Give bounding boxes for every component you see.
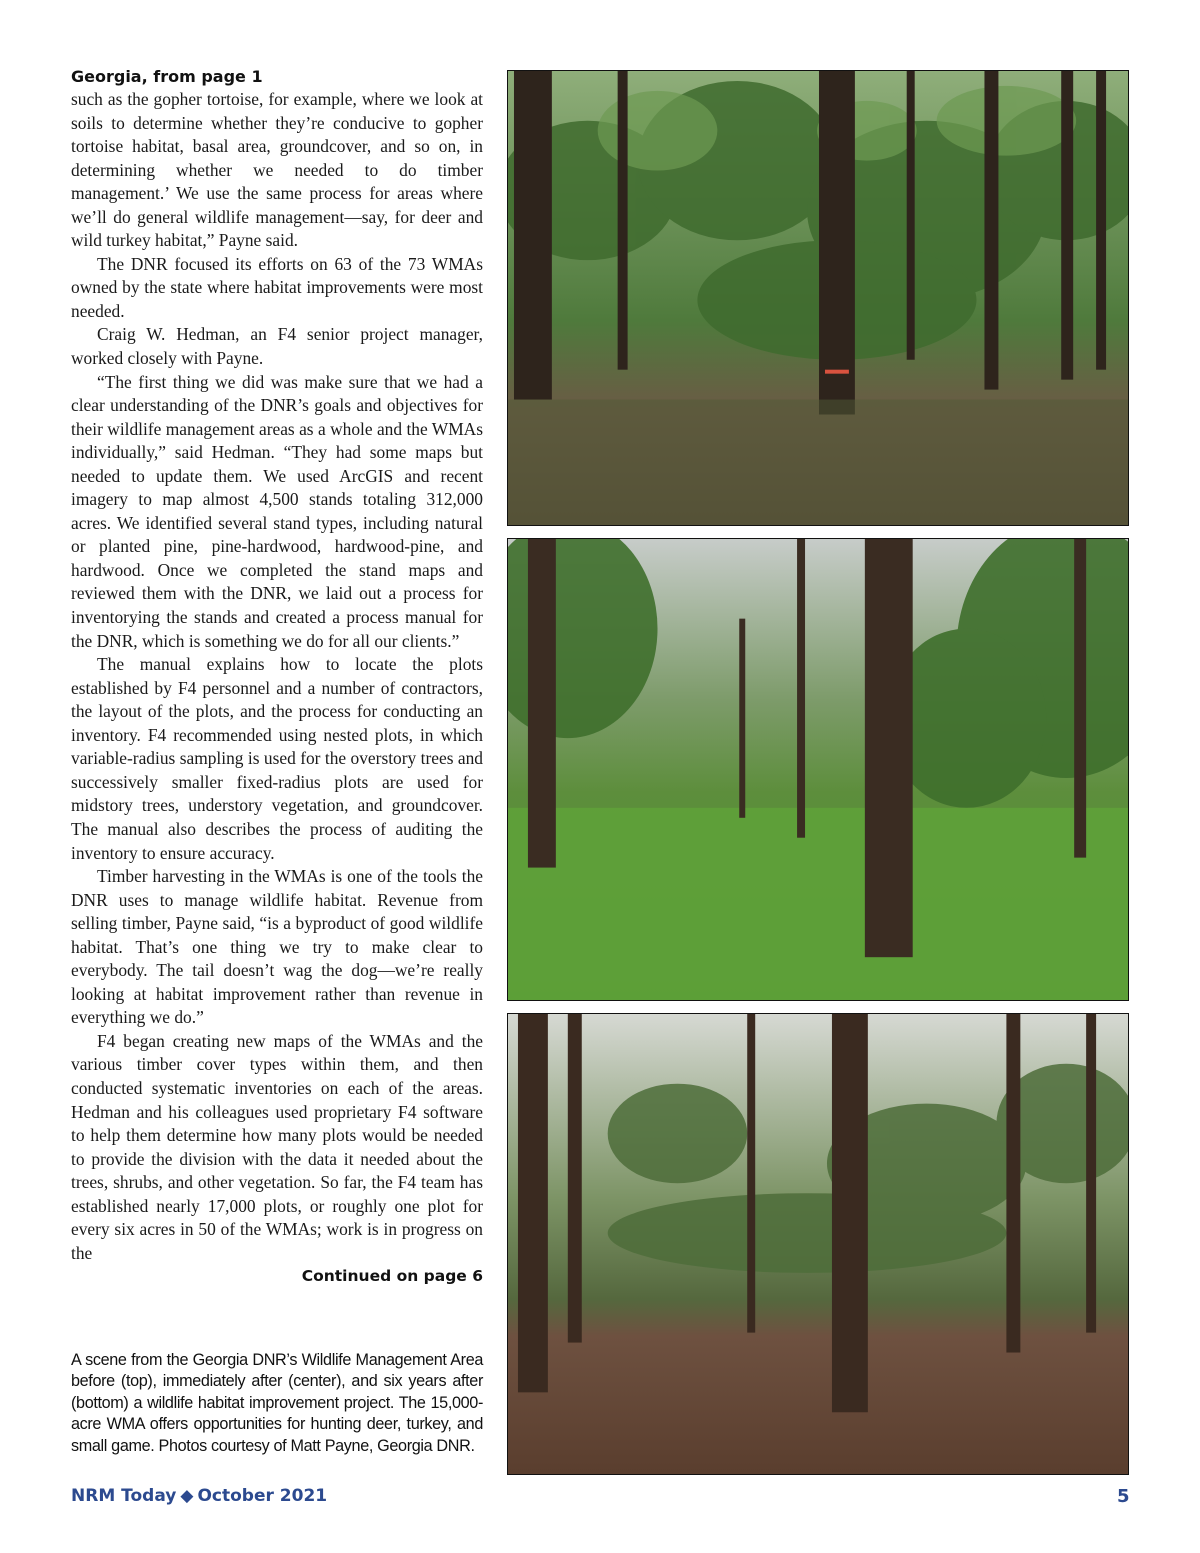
forest-photo-before xyxy=(507,70,1129,526)
continued-from-heading: Georgia, from page 1 xyxy=(71,67,263,86)
article-paragraph: The DNR focused its efforts on 63 of the 73 WMAs owned by the state where habitat improvements were most needed. xyxy=(71,253,483,321)
page-number: 5 xyxy=(1117,1486,1130,1507)
article-column xyxy=(71,66,483,1287)
article-paragraph: such as the gopher tortoise, for example, where we look at soils to determine whether they’re conducive to gopher tortoise habitat, basal area, groundcover, and so on, in determining whether we needed to do timber management.’ We use the same process for areas where we’ll do general wildlife management—say, for deer and wild turkey habitat,” Payne said. xyxy=(71,89,483,251)
article-body xyxy=(71,88,483,1265)
article-paragraph: Timber harvesting in the WMAs is one of the tools the DNR uses to manage wildlife habitat. Revenue from selling timber, Payne said, “is a byproduct of good wildlife habitat. That’s one thing we try to make clear to everybody. The tail doesn’t wag the dog—we’re really looking at habitat improvement rather than revenue in everything we do.” xyxy=(71,866,483,1028)
forest-photo-six-years-after xyxy=(507,1013,1129,1475)
footer-publication-line xyxy=(71,1486,327,1506)
article-paragraph: “The first thing we did was make sure that we had a clear understanding of the DNR’s goals and objectives for their wildlife management areas as a whole and the WMAs individually,” said Hedman. “They had some maps but needed to update them. We used ArcGIS and recent imagery to map almost 4,500 stands totaling 312,000 acres. We identified several stand types, including natural or planted pine, pine-hardwood, hardwood-pine, and hardwood. Once we completed the stand maps and reviewed them with the DNR, we laid out a process for inventorying the stands and created a process manual for the DNR, which is something we do for all our clients.” xyxy=(71,371,483,651)
issue-date: October 2021 xyxy=(197,1486,328,1506)
article-paragraph: The manual explains how to locate the plots established by F4 personnel and a number of contractors, the layout of the plots, and the process for conducting an inventory. F4 recommended using nested plots, in which variable-radius sampling is used for the overstory trees and successively smaller fixed-radius plots are used for midstory trees, understory vegetation, and groundcover. The manual also describes the process of auditing the inventory to ensure accuracy. xyxy=(71,654,483,863)
diamond-separator-icon: ◆ xyxy=(180,1486,194,1506)
photo-caption: A scene from the Georgia DNR’s Wildlife Management Area before (top), immediately after (center), and six years after (bottom) a wildlife habitat improvement project. The 15,000-acre WMA offers opportunities for hunting deer, turkey, and small game. Photos courtesy of Matt Payne, Georgia DNR. xyxy=(71,1351,483,1455)
article-paragraph: F4 began creating new maps of the WMAs and the various timber cover types within them, and then conducted systematic inventories on each of the areas. Hedman and his colleagues used proprietary F4 software to help them determine how many plots would be needed to provide the division with the data it needed about the trees, shrubs, and other vegetation. So far, the F4 team has established nearly 17,000 plots, or roughly one plot for every six acres in 50 of the WMAs; work is in progress on the xyxy=(71,1030,483,1263)
publication-name: NRM Today xyxy=(71,1486,177,1506)
continued-on-link: Continued on page 6 xyxy=(301,1267,483,1286)
forest-photo-after xyxy=(507,538,1129,1001)
article-paragraph: Craig W. Hedman, an F4 senior project manager, worked closely with Payne. xyxy=(71,324,483,369)
